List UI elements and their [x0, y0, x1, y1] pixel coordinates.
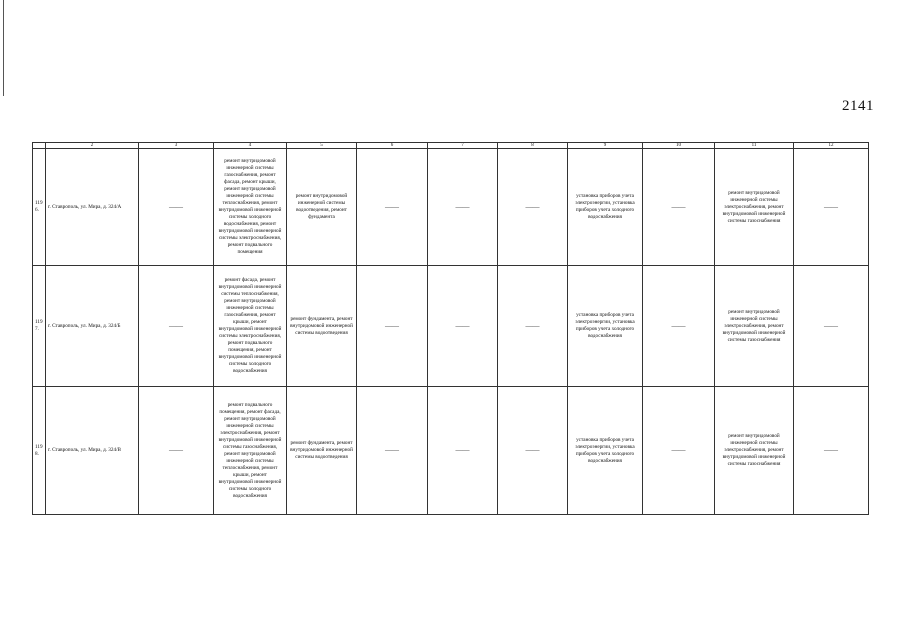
repair-list-cell: ремонт подвального помещения, ремонт фасада, ремонт внутридомовой инженерной системы электроснабжения, ремонт внутридомовой инженерной системы газоснабжения, ремонт внутридомовой инженерной системы теплоснабжения, ремонт крыши, ремонт внутридомовой инженерной системы холодного водоснабжения: [214, 387, 287, 515]
row-number: 1197.: [33, 266, 46, 387]
dash-cell: ——: [643, 149, 715, 266]
header-cell: 8: [498, 143, 568, 149]
repair-list-cell: ремонт фундамента, ремонт внутридомовой инженерной системы водоотведения: [287, 387, 357, 515]
header-cell: 6: [357, 143, 428, 149]
meter-install-cell: установка приборов учета электроэнергии, установка приборов учета холодного водоснабжения: [568, 266, 643, 387]
address-cell: г. Ставрополь, ул. Мира, д. 324/А: [46, 149, 139, 266]
address-cell: г. Ставрополь, ул. Мира, д. 324/В: [46, 387, 139, 515]
dash-cell: ——: [643, 387, 715, 515]
page-number: 2141: [842, 98, 874, 114]
repair-list-cell: ремонт фундамента, ремонт внутридомовой инженерной системы водоотведения: [287, 266, 357, 387]
header-cell: 9: [568, 143, 643, 149]
header-cell: 4: [214, 143, 287, 149]
meter-install-cell: установка приборов учета электроэнергии, установка приборов учета холодного водоснабжения: [568, 149, 643, 266]
dash-cell: ——: [428, 149, 498, 266]
repair-list-cell: ремонт фасада, ремонт внутридомовой инженерной системы теплоснабжения, ремонт внутридомовой инженерной системы газоснабжения, ремонт крыши, ремонт внутридомовой инженерной системы электроснабжения, ремонт подвального помещения, ремонт внутридомовой инженерной системы холодного водоснабжения: [214, 266, 287, 387]
dash-cell: ——: [428, 266, 498, 387]
dash-cell: ——: [428, 387, 498, 515]
header-cell: 5: [287, 143, 357, 149]
row-number: 1198.: [33, 387, 46, 515]
dash-cell: ——: [139, 149, 214, 266]
dash-cell: ——: [794, 149, 869, 266]
dash-cell: ——: [357, 266, 428, 387]
header-cell: 3: [139, 143, 214, 149]
header-cell: 7: [428, 143, 498, 149]
dash-cell: ——: [794, 387, 869, 515]
dash-cell: ——: [357, 149, 428, 266]
table-row: [33, 149, 869, 266]
dash-cell: ——: [794, 266, 869, 387]
address-cell: г. Ставрополь, ул. Мира, д. 324/Б: [46, 266, 139, 387]
repair-list-cell: ремонт внутридомовой инженерной системы электроснабжения, ремонт внутридомовой инженерной системы газоснабжения: [715, 387, 794, 515]
header-cell: 11: [715, 143, 794, 149]
table-row: [33, 266, 869, 387]
dash-cell: ——: [498, 266, 568, 387]
row-number: 1196.: [33, 149, 46, 266]
repair-list-cell: ремонт внутридомовой инженерной системы электроснабжения, ремонт внутридомовой инженерной системы газоснабжения: [715, 266, 794, 387]
repair-schedule-table: [32, 142, 869, 515]
repair-list-cell: ремонт внутридомовой инженерной системы электроснабжения, ремонт внутридомовой инженерной системы газоснабжения: [715, 149, 794, 266]
header-cell: 10: [643, 143, 715, 149]
repair-list-cell: ремонт внутридомовой инженерной системы газоснабжения, ремонт фасада, ремонт крыши, ремонт внутридомовой инженерной системы теплоснабжения, ремонт внутридомовой инженерной системы холодного водоснабжения, ремонт внутридомовой инженерной системы электроснабжения, ремонт подвального помещения: [214, 149, 287, 266]
scan-edge-line: [3, 0, 4, 96]
dash-cell: ——: [357, 387, 428, 515]
meter-install-cell: установка приборов учета электроэнергии, установка приборов учета холодного водоснабжения: [568, 387, 643, 515]
header-cell: 2: [46, 143, 139, 149]
repair-list-cell: ремонт внутридомовой инженерной системы водоотведения, ремонт фундамента: [287, 149, 357, 266]
header-cell: 12: [794, 143, 869, 149]
dash-cell: ——: [139, 387, 214, 515]
dash-cell: ——: [498, 149, 568, 266]
table-row: [33, 387, 869, 515]
dash-cell: ——: [643, 266, 715, 387]
dash-cell: ——: [139, 266, 214, 387]
dash-cell: ——: [498, 387, 568, 515]
